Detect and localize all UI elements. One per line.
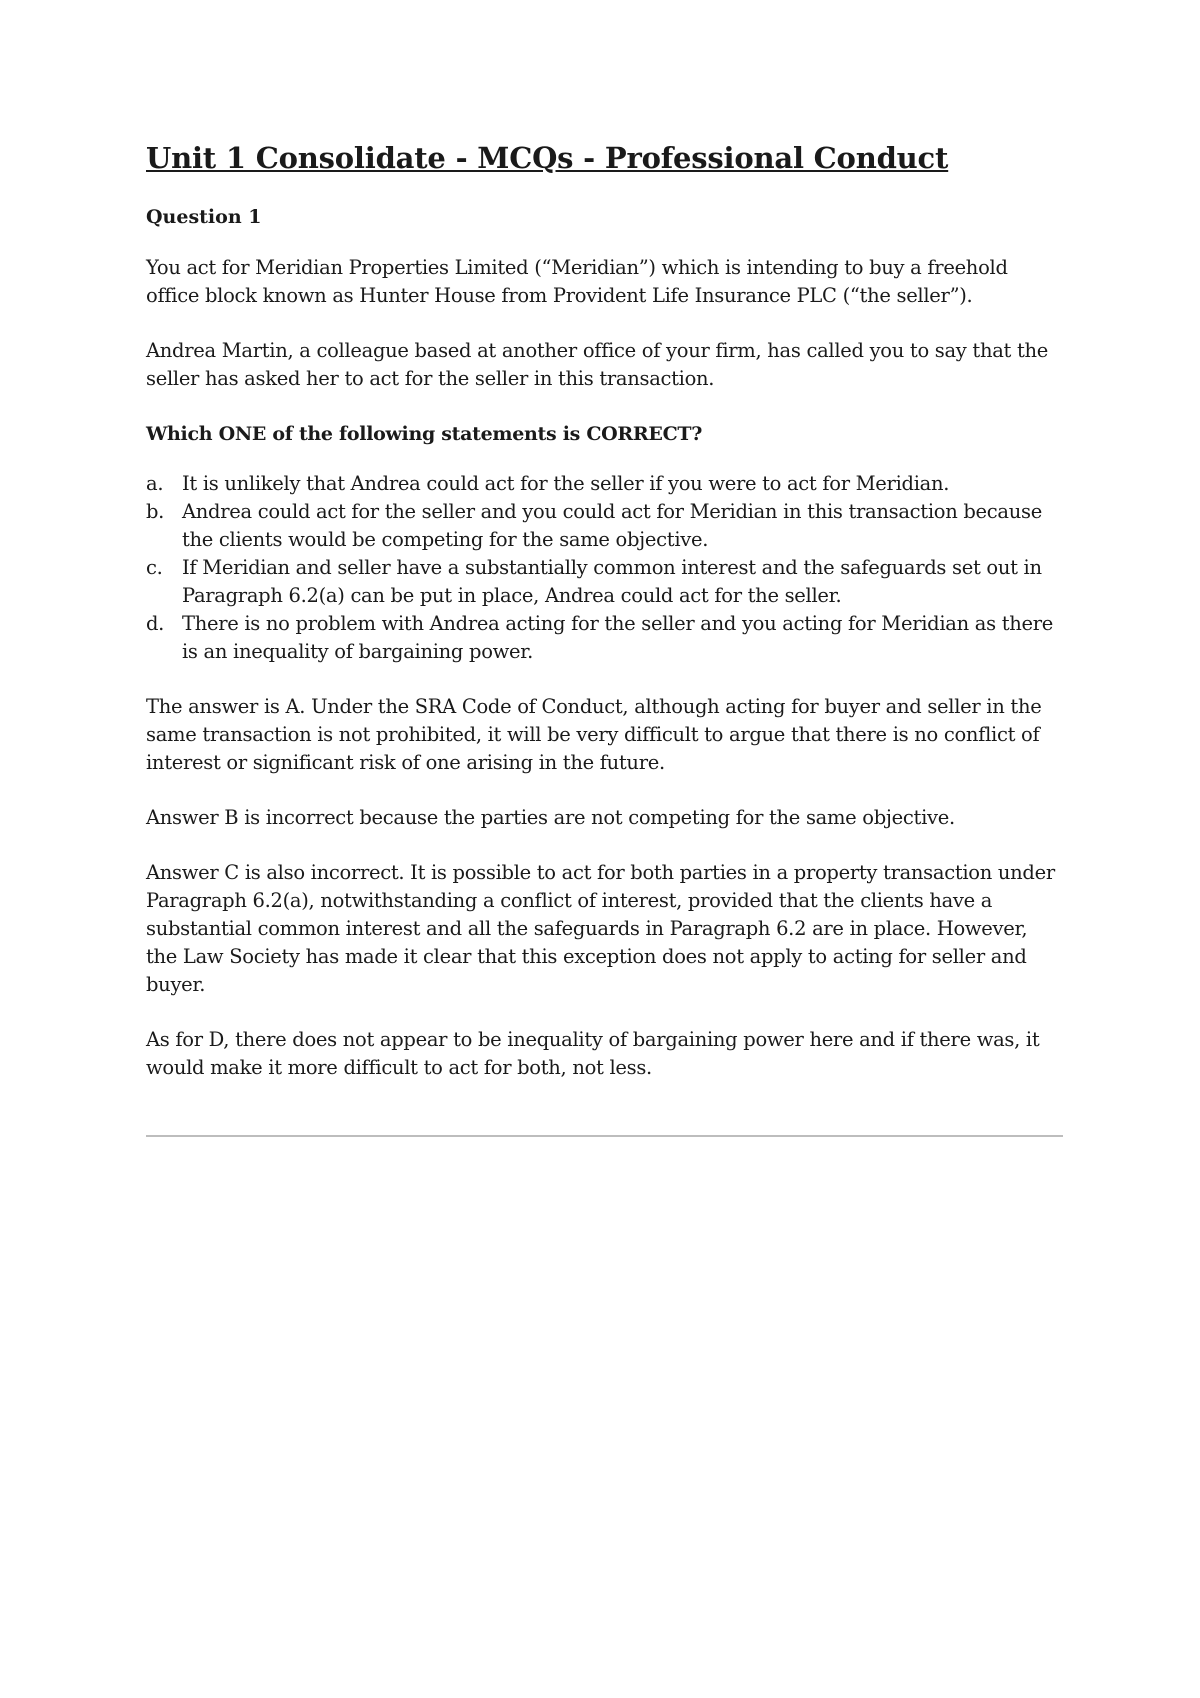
answer-option-b bbox=[146, 498, 1064, 554]
answer-options-list bbox=[146, 470, 1064, 666]
explanation-paragraph: Answer B is incorrect because the parties are not competing for the same objective. bbox=[146, 806, 955, 830]
explanation-paragraph: As for D, there does not appear to be inequality of bargaining power here and if there was, it would make it more difficult to act for both, not less. bbox=[146, 1028, 1040, 1080]
option-text: It is unlikely that Andrea could act for the seller if you were to act for Meridian. bbox=[182, 472, 950, 496]
option-text: There is no problem with Andrea acting for the seller and you acting for Meridian as there is an inequality of bargaining power. bbox=[182, 612, 1053, 664]
option-letter: a. bbox=[146, 472, 164, 496]
question-prompt: Which ONE of the following statements is CORRECT? bbox=[146, 423, 703, 446]
explanation-paragraph: The answer is A. Under the SRA Code of Conduct, although acting for buyer and seller in the same transaction is not prohibited, it will be very difficult to argue that there is no conflict of interest or significant risk of one arising in the future. bbox=[146, 695, 1042, 775]
document-page bbox=[146, 140, 1064, 1109]
option-text: If Meridian and seller have a substantially common interest and the safeguards set out in Paragraph 6.2(a) can be put in place, Andrea could act for the seller. bbox=[182, 556, 1042, 608]
answer-option-c bbox=[146, 554, 1064, 610]
option-letter: b. bbox=[146, 500, 165, 524]
scenario-paragraph: Andrea Martin, a colleague based at another office of your firm, has called you to say that the seller has asked her to act for the seller in this transaction. bbox=[146, 339, 1049, 391]
document-title: Unit 1 Consolidate - MCQs - Professional Conduct bbox=[146, 141, 949, 175]
option-letter: d. bbox=[146, 612, 165, 636]
explanation-paragraph: Answer C is also incorrect. It is possible to act for both parties in a property transaction under Paragraph 6.2(a), notwithstanding a conflict of interest, provided that the clients have a substantial common interest and all the safeguards in Paragraph 6.2 are in place. However, the Law Society has made it clear that this exception does not apply to acting for seller and buyer. bbox=[146, 861, 1055, 997]
question-label: Question 1 bbox=[146, 205, 262, 228]
answer-option-d bbox=[146, 610, 1064, 666]
option-text: Andrea could act for the seller and you could act for Meridian in this transaction because the clients would be competing for the same objective. bbox=[182, 500, 1042, 552]
scenario-paragraph: You act for Meridian Properties Limited (“Meridian”) which is intending to buy a freehold office block known as Hunter House from Provident Life Insurance PLC (“the seller”). bbox=[146, 256, 1008, 308]
horizontal-divider bbox=[146, 1135, 1063, 1137]
answer-option-a bbox=[146, 470, 1064, 498]
option-letter: c. bbox=[146, 556, 163, 580]
